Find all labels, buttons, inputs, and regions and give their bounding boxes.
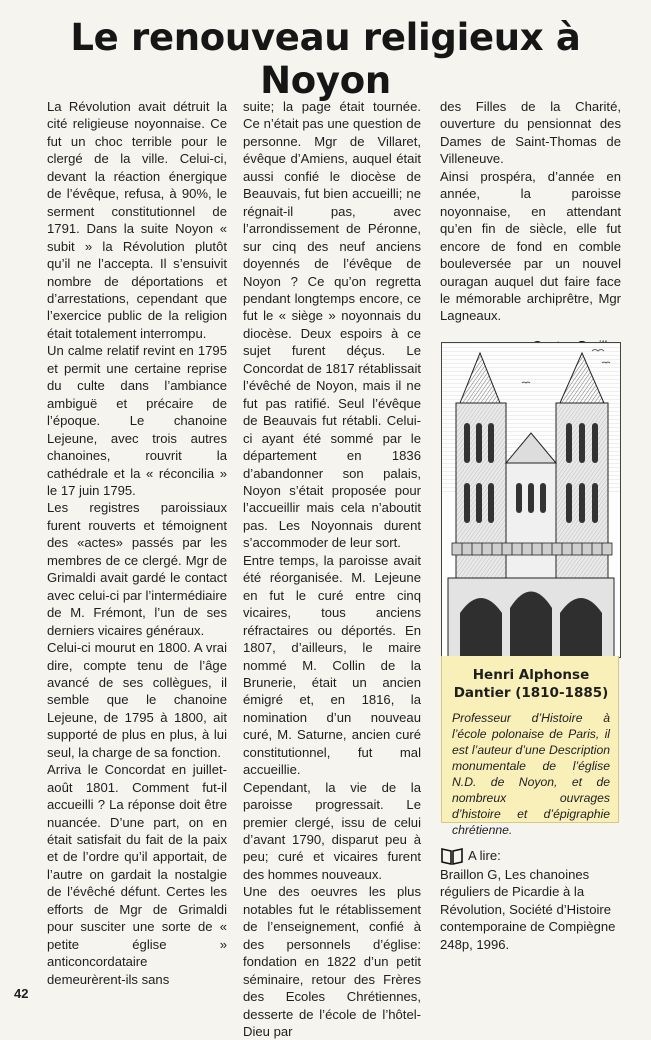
page-title: Le renouveau religieux à Noyon — [70, 16, 581, 102]
book-icon — [440, 846, 464, 866]
reading-label: A lire: — [468, 848, 501, 864]
reading-text: Braillon G, Les chanoines réguliers de Picardie à la Révolution, Société d’Histoire contemporaine de Compiègne 248p, 1996. — [440, 867, 616, 952]
cathedral-engraving — [441, 342, 621, 658]
page-number: 42 — [14, 986, 29, 1001]
paragraph: suite; la page était tournée. Ce n’était pas une question de personne. Mgr de Villaret, évêque d’Amiens, auquel était aussi confié le diocèse de Beauvais, fut bien accueilli; ne régnait-il pas, avec l’arrondissement de Péronne, sur cinq des neuf anciens doyennés de l’évêque de Noyon ? Ce qu’on regretta pendant longtemps encore, ce fut le « siège » noyonnais du diocèse. Deux espoirs à ce sujet furent déçus. Le Concordat de 1817 rétablissait l’évêché de Noyon, mais il ne fut pas ratifié. Seul l’évêque de Beauvais fut rétabli. Celui-ci ayant été sommé par le département en 1836 d’abandonner son palais, Noyon s’était proposée pour l’accueillir mais cela n’aboutit pas. Les Noyonnais durent s’accommoder de leur sort. — [243, 99, 421, 551]
paragraph: Cependant, la vie de la paroisse progressait. Le premier clergé, issu de celui d’avant 1790, disparut peu à peu; curé et vicaires furent des hommes nouveaux. — [243, 779, 421, 882]
caption-text: Professeur d’Histoire à l’école polonaise de Paris, il est l’auteur d’une Description monumentale de l’église N.D. de Noyon, et de nombreux ouvrages d’histoire et d’épigraphie chrétienne. — [452, 711, 610, 837]
article-column-2 — [243, 98, 421, 1040]
paragraph: Ainsi prospéra, d’année en année, la paroisse noyonnaise, en attendant qu’en fin de siècle, elle fut encore de fond en comble bouleversée par un nouvel ouragan auquel dut faire face le mémorable archiprêtre, Mgr Lagneaux. — [440, 168, 621, 324]
caption-name: Henri Alphonse Dantier (1810-1885) — [453, 667, 609, 701]
paragraph: Entre temps, la paroisse avait été réorganisée. M. Lejeune en fut le curé entre cinq vicaires, tous anciens réfractaires ou déportés. En 1807, d’ailleurs, le maire nommé M. Collin de la Brunerie, était un ancien émigré et, en 1816, la nomination d’un nouveau curé, M. Saturne, ancien curé constitutionnel, fut mal accueillie. — [243, 552, 421, 778]
article-column-3 — [440, 98, 621, 354]
paragraph: Arriva le Concordat en juillet-août 1801. Comment fut-il accueilli ? La réponse doit être nuancée. D’une part, on en était satisfait du fait de la paix et de l’ordre qu’il apportait, de l’autre on gardait la nostalgie de l’évêché défunt. Certes les efforts de Mgr de Grimaldi pour susciter une sorte de « petite église » anticoncordataire demeurèrent-ils sans — [47, 762, 227, 987]
caption-box — [441, 656, 619, 837]
paragraph: Les registres paroissiaux furent rouverts et témoignent des «actes» passés par les membres de ce clergé. Mgr de Grimaldi avait gardé le contact avec celui-ci par l’intermédiaire de M. Frémont, l’un de ses derniers vicaires généraux. — [47, 500, 227, 638]
paragraph: Celui-ci mourut en 1800. A vrai dire, compte tenu de l’âge avancé de ses collègues, il semble que le chanoine Lejeune, de 1795 à 1800, ait supporté de plus en plus, à lui seul, la charge de sa fonction. — [47, 640, 227, 760]
article-column-1 — [47, 98, 227, 988]
paragraph: Un calme relatif revint en 1795 et permit une certaine reprise du culte dans l’ambiance ambiguë et précaire de l’époque. Le chanoine Lejeune, avec trois autres chanoines, rouvrit la cathédrale et la « réconcilia » le 17 juin 1795. — [47, 343, 227, 498]
paragraph: des Filles de la Charité, ouverture du pensionnat des Dames de Saint-Thomas de Villeneuve. — [440, 99, 621, 167]
reading-header — [440, 846, 621, 866]
paragraph: La Révolution avait détruit la cité religieuse noyonnaise. Ce fut un choc terrible pour le clergé de la ville. Celui-ci, devant la réaction énergique de l’évêque, refusa, à 90%, le serment constitutionnel de 1791. Dans la suite Noyon « subit » la Révolution plutôt qu’il ne l’accepta. Il s’ensuivit nombre de déportations et d’arrestations, cependant que l’exercice public de la religion était totalement interrompu. — [47, 99, 227, 341]
reading-reference — [440, 846, 621, 953]
paragraph: Une des oeuvres les plus notables fut le rétablissement de l’enseignement, confié à des personnels d’église: fondation en 1822 d’un petit séminaire, retour des Frères des Ecoles Chrétiennes, desserte de l’école de l’hôtel-Dieu par — [243, 884, 421, 1040]
